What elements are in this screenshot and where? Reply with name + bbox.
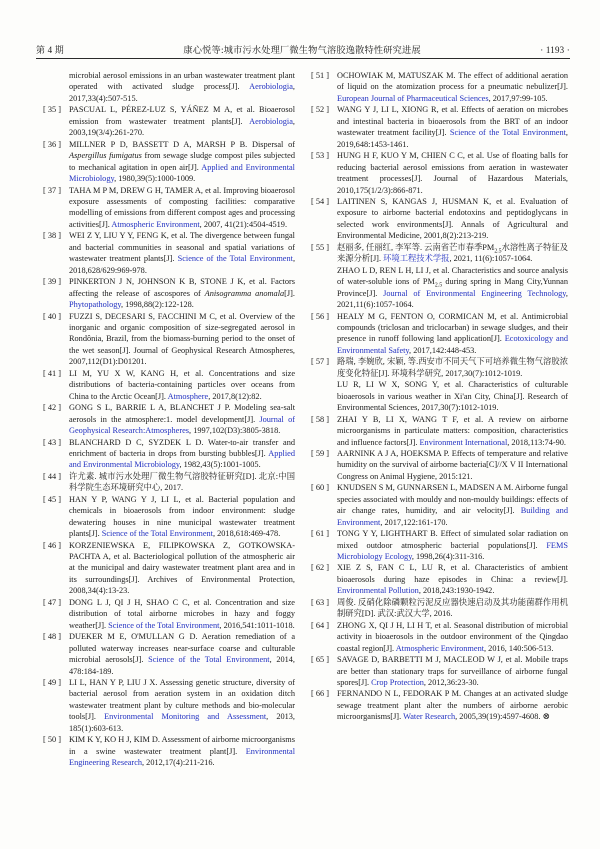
- reference-text: PINKERTON J N, JOHNSON K B, STONE J K, et al. Factors affecting the release of ascospores of: [69, 277, 295, 298]
- reference-paragraph: [69, 185, 295, 231]
- reference-number: [ 55 ]: [311, 242, 329, 252]
- header-rule: [36, 58, 570, 59]
- reference-text: , 2017,122:161-170.: [380, 517, 448, 527]
- reference-paragraph: [337, 528, 568, 562]
- reference-number: [ 51 ]: [311, 71, 329, 80]
- reference-text: , 2018,113:74-90.: [507, 437, 566, 447]
- reference-item: [311, 654, 568, 688]
- reference-paragraph: [69, 70, 295, 104]
- reference-item: [311, 528, 568, 562]
- reference-text: DONG L J, QI J H, SHAO C C, et al. Concentration and size distribution of total airborne microbes in hazy and foggy weather[J].: [69, 597, 295, 630]
- reference-text: HAN Y P, WANG Y J, LI L, et al. Bacterial population and chemicals in bioaerosols from indoor environment: sludge dewatering houses in nine municipal wastewater treatment plants[J].: [69, 494, 295, 539]
- reference-text: PASCUAL L, PÉREZ-LUZ S, YÁÑEZ M A, et al. Bioaerosol emission from wastewater treatment plants[J].: [69, 105, 295, 126]
- reference-paragraph: [337, 356, 568, 379]
- reference-text: , 2018,243:1930-1942.: [418, 586, 495, 596]
- reference-text: 周俊. 反硝化除磷颗粒污泥反应器快速启动及其功能菌群作用机制研究[D]. 武汉:武汉大学, 2016.: [337, 597, 568, 619]
- journal-link[interactable]: Water Research: [403, 712, 456, 722]
- running-title: 康心悦等:城市污水处理厂微生物气溶胶逸散特性研究进展: [183, 45, 421, 55]
- reference-item: [311, 414, 568, 448]
- reference-text: KORZENIEWSKA E, FILIPKOWSKA Z, GOTKOWSKA-PACHTA A, et al. Bacteriological pollution of the atmospheric air at the municipal and dairy wastewater treatment plant area and in its surroundings[J]. Archives of Environmental Protection, 2008,34(4):13-23.: [69, 540, 295, 596]
- reference-number: [ 43 ]: [43, 437, 61, 447]
- reference-item: [43, 104, 295, 138]
- reference-number: [ 65 ]: [311, 655, 329, 665]
- reference-text: LI L, HAN Y P, LIU J X. Assessing genetic structure, diversity of bacterial aerosol from aeration system in an oxidation ditch wastewater treatment plant by culture methods and bio-molecular tools[J].: [69, 678, 295, 722]
- reference-item: [43, 402, 295, 436]
- reference-text: , 2017,33(4):507-515.: [69, 82, 295, 103]
- reference-text: , 2014, 478:184-189.: [69, 655, 295, 676]
- journal-link[interactable]: Ecotoxicology and Environmental Safety: [337, 334, 568, 355]
- reference-text: ZHAI Y B, LI X, WANG T F, et al. A review on airborne microorganisms in particulate matters: composition, characteristics and influence factors[J].: [337, 414, 568, 447]
- reference-paragraph: [337, 311, 568, 357]
- journal-link[interactable]: Science of the Total Environment: [449, 128, 566, 138]
- reference-item: [43, 276, 295, 310]
- reference-paragraph: [337, 414, 568, 448]
- reference-text: , 2003,19(3/4):261-270.: [69, 116, 295, 138]
- reference-text: TONG Y Y, LIGHTHART B. Effect of simulated solar radiation on mixed outdoor atmospheric bacterial populations[J].: [337, 529, 568, 550]
- reference-text: , 1980,39(5):1000-1009.: [114, 174, 196, 184]
- reference-number: [ 48 ]: [43, 632, 61, 642]
- journal-link[interactable]: Aerobiologia: [249, 82, 293, 92]
- reference-text: ZHONG X, QI J H, LI H T, et al. Seasonal distribution of microbial activity in bioaerosols in the outdoor environment of the Qingdao coastal region[J].: [337, 620, 568, 653]
- journal-link[interactable]: Atmospheric Environment: [395, 643, 485, 653]
- reference-number: [ 63 ]: [311, 597, 329, 607]
- journal-link[interactable]: Applied and Environmental Microbiology: [69, 448, 295, 470]
- reference-text: WEI Z Y, LIU Y Y, FENG K, et al. The divergence between fungal and bacterial communities in seasonal and spatial variations of wastewater treatment plants[J].: [69, 231, 295, 264]
- reference-item: [43, 185, 295, 231]
- reference-number: [ 45 ]: [43, 494, 61, 504]
- species-name: Anisogramma anomala: [204, 288, 285, 298]
- reference-text: HEALY M G, FENTON O, CORMICAN M, et al. Antimicrobial compounds (triclosan and triclocarban) in sewage sludges, and their presence in runoff following land application[J].: [337, 311, 568, 344]
- reference-number: [ 60 ]: [311, 483, 329, 493]
- journal-link[interactable]: Applied and Environmental Microbiology: [69, 162, 295, 184]
- reference-item: [43, 139, 295, 185]
- reference-number: [ 40 ]: [43, 311, 61, 321]
- reference-number: [ 53 ]: [311, 151, 329, 161]
- reference-text: , 2013, 185(1):603-613.: [69, 712, 295, 733]
- reference-text: KIM K Y, KO H J, KIM D. Assessment of airborne microorganisms in a swine wastewater treatment plant[J].: [69, 735, 295, 756]
- reference-number: [ 47 ]: [43, 597, 61, 607]
- reference-paragraph: [337, 654, 568, 688]
- reference-paragraph: [337, 597, 568, 620]
- article-end-icon: ⊗: [542, 711, 551, 722]
- reference-text: 2.5: [494, 248, 502, 255]
- reference-text: LI M, YU X W, KANG H, et al. Concentrations and size distributions of bacteria-containing particles over oceans from China to the Arctic Ocean[J].: [69, 368, 295, 401]
- reference-item: [311, 196, 568, 242]
- reference-text: 路瑞, 李婉欣, 宋颖, 等.西安市不同天气下可培养微生物气溶胶浓度变化特征[J]. 环境科学研究, 2017,30(7):1012-1019.: [337, 357, 568, 378]
- reference-text: , 2012,36:23-30.: [423, 678, 479, 688]
- journal-link[interactable]: Atmosphere: [167, 391, 209, 401]
- reference-text: FUZZI S, DECESARI S, FACCHINI M C, et al. Overview of the inorganic and organic composition of size-segregated aerosol in Rondônia, Brazil, from the biomass-burning period to the onset of the wet season[J]. Journal of Geophysical Research Atmospheres, 2007,112(D1):D01201.: [69, 311, 295, 367]
- reference-number: [ 64 ]: [311, 620, 329, 630]
- reference-paragraph: [69, 631, 295, 677]
- reference-item: [43, 494, 295, 540]
- reference-text: LAITINEN S, KANGAS J, HUSMAN K, et al. Evaluation of exposure to airborne bacterial endotoxins and peptidoglycans in selected work environments[J]. Annals of Agricultural and Environmental Medicine, 2001,8(2):213-219.: [337, 196, 568, 241]
- reference-item: [311, 70, 568, 104]
- reference-item: [43, 734, 295, 768]
- reference-paragraph: [69, 276, 295, 310]
- reference-number: [ 46 ]: [43, 540, 61, 550]
- reference-number: [ 66 ]: [311, 689, 329, 699]
- reference-item: [43, 677, 295, 734]
- journal-link[interactable]: 环境工程技术学报: [383, 254, 450, 264]
- reference-number: [ 49 ]: [43, 678, 61, 688]
- reference-number: [ 41 ]: [43, 368, 61, 378]
- reference-text: microbial aerosol emissions in an urban wastewater treatment plant operated with activated sludge process[J].: [69, 71, 295, 92]
- journal-link[interactable]: Journal of Environmental Engineering Technology: [383, 288, 566, 298]
- reference-item: [311, 688, 568, 722]
- reference-text: , 1998,88(2):122-128.: [121, 300, 194, 310]
- reference-number: [ 59 ]: [311, 448, 329, 458]
- reference-paragraph: [69, 437, 295, 471]
- reference-paragraph: [337, 150, 568, 196]
- reference-text: KNUDSEN S M, GUNNARSEN L, MADSEN A M. Airborne fungal species associated with mouldy and non-mouldy buildings: effects of air change rates, humidity, and air velocity[J].: [337, 483, 568, 516]
- reference-item: [311, 482, 568, 528]
- reference-paragraph: [337, 242, 568, 265]
- reference-text: , 2005,39(19):4597-4608.: [455, 712, 543, 722]
- journal-link[interactable]: FEMS Microbiology Ecology: [337, 540, 568, 562]
- journal-link[interactable]: Science of the Total Environment: [108, 620, 220, 630]
- reference-text: ZHAO L D, REN L H, LI J, et al. Characteristics and source analysis of water-soluble ions of PM: [337, 265, 568, 287]
- journal-link[interactable]: Environmental Pollution: [337, 586, 419, 596]
- reference-item: [311, 562, 568, 596]
- reference-text: 许尤素. 城市污水处理厂微生物气溶胶特征研究[D]. 北京:中国科学院生态环境研究中心, 2017.: [69, 471, 295, 493]
- reference-text: , 2007, 41(21):4504-4519.: [199, 219, 288, 229]
- reference-paragraph: [337, 104, 568, 150]
- references-column-right: [311, 70, 568, 723]
- reference-text: 水溶性离子特征及来源分析[J].: [337, 242, 568, 264]
- reference-text: during spring in Mang City,Yunnan Province[J].: [337, 277, 568, 298]
- references-column-left: [43, 70, 295, 769]
- journal-link[interactable]: Journal of Geophysical Research:Atmospheres: [69, 414, 295, 436]
- reference-text: , 2021,11(6):1057-1064.: [337, 288, 568, 310]
- reference-text: , 2021, 11(6):1057-1064.: [449, 254, 533, 264]
- reference-item: [43, 311, 295, 368]
- reference-text: , 1997,102(D3):3805-3818.: [189, 426, 281, 436]
- reference-text: 赵丽多, 任丽红, 李军等. 云南省芒市春季PM: [337, 242, 495, 252]
- species-name: Aspergillus fumigatus: [69, 151, 142, 161]
- journal-link[interactable]: European Journal of Pharmaceutical Sciences: [337, 93, 489, 103]
- reference-text: HUNG H F, KUO Y M, CHIEN C C, et al. Use of floating balls for reducing bacterial aerosol emissions from aeration in wastewater treatment processes[J]. Journal of Hazardous Materials, 2010,175(1/2/3):866-871.: [337, 151, 568, 195]
- reference-paragraph: [337, 70, 568, 104]
- reference-number: [ 56 ]: [311, 311, 329, 321]
- reference-text: OCHOWIAK M, MATUSZAK M. The effect of additional aeration of liquid on the atomization process for a pneumatic nebulizer[J].: [337, 71, 568, 92]
- reference-paragraph: [69, 104, 295, 138]
- reference-text: , 2019,648:1453-1461.: [337, 128, 568, 149]
- reference-paragraph: [69, 368, 295, 402]
- reference-paragraph: [337, 196, 568, 242]
- reference-number: [ 39 ]: [43, 277, 61, 287]
- reference-text: , 2016, 140:506-513.: [484, 643, 554, 653]
- reference-item: [311, 311, 568, 357]
- reference-number: [ 58 ]: [311, 414, 329, 424]
- reference-text: , 2017,8(12):82.: [208, 391, 262, 401]
- journal-link[interactable]: Aerobiologia: [249, 116, 293, 126]
- reference-number: [ 42 ]: [43, 403, 61, 413]
- reference-item: [311, 242, 568, 311]
- reference-paragraph: [69, 311, 295, 368]
- reference-item: [311, 104, 568, 150]
- reference-text: , 2012,17(4):211-216.: [142, 758, 215, 768]
- reference-item: [43, 368, 295, 402]
- reference-text: LU R, LI W X, SONG Y, et al. Characteristics of culturable bioaerosols in various weather in Xi'an City, China[J]. Research of Environmental Sciences, 2017,30(7):1012-1019.: [337, 380, 568, 413]
- reference-paragraph: [337, 448, 568, 482]
- journal-link[interactable]: Science of the Total Environment: [101, 529, 213, 539]
- reference-text: XIE Z S, FAN C L, LU R, et al. Characteristics of ambient bioaerosols during haze episodes in China: a review[J].: [337, 563, 568, 584]
- reference-text: , 2016,541:1011-1018.: [219, 620, 295, 630]
- reference-paragraph: [69, 494, 295, 540]
- journal-link[interactable]: Crop Protection: [371, 678, 424, 688]
- reference-paragraph: [337, 620, 568, 654]
- reference-text: AARNINK A J A, HOEKSMA P. Effects of temperature and relative humidity on the survival of airborne bacteria[C]//X V II International Congress on Animal Hygiene, 2015:121.: [337, 448, 568, 481]
- reference-item: [43, 230, 295, 276]
- reference-text: from sewage sludge compost piles subjected to mechanical agitation in open air[J].: [69, 151, 295, 172]
- page-number: · 1193 ·: [540, 45, 570, 55]
- reference-paragraph: [69, 597, 295, 631]
- reference-number: [ 50 ]: [43, 735, 61, 745]
- reference-paragraph: [69, 540, 295, 597]
- reference-item: [43, 471, 295, 494]
- reference-item: [311, 597, 568, 620]
- reference-number: [ 54 ]: [311, 196, 329, 206]
- reference-number: [ 62 ]: [311, 563, 329, 573]
- journal-link[interactable]: Phytopathology: [69, 300, 122, 310]
- reference-number: [ 35 ]: [43, 105, 61, 115]
- reference-text: BLANCHARD D C, SYZDEK L D. Water-to-air transfer and enrichment of bacteria in drops from bursting bubbles[J].: [69, 437, 295, 458]
- journal-link[interactable]: Environment International: [419, 437, 508, 447]
- reference-paragraph: [337, 562, 568, 596]
- reference-paragraph: [69, 471, 295, 494]
- reference-item: [43, 597, 295, 631]
- reference-number: [ 37 ]: [43, 185, 61, 195]
- reference-number: [ 36 ]: [43, 139, 61, 149]
- reference-paragraph: [69, 139, 295, 185]
- reference-item: [311, 620, 568, 654]
- page-header: [36, 42, 570, 56]
- reference-text: TAHA M P M, DREW G H, TAMER A, et al. Improving bioaerosol exposure assessments of composting facilities: comparative modelling of emissions from different compost ages and processing activities[J].: [69, 185, 295, 229]
- journal-link[interactable]: Environmental Engineering Research: [69, 746, 295, 768]
- reference-paragraph: [337, 379, 568, 413]
- reference-paragraph: [69, 402, 295, 436]
- journal-link[interactable]: Atmospheric Environment: [111, 219, 200, 229]
- reference-paragraph: [337, 482, 568, 528]
- reference-text: 2.5: [434, 282, 443, 289]
- reference-paragraph: [69, 734, 295, 768]
- reference-text: MILLNER P D, BASSETT D A, MARSH P B. Dispersal of: [69, 139, 295, 149]
- reference-item: [311, 356, 568, 413]
- reference-text: , 2018,618:469-478.: [212, 529, 281, 539]
- journal-link[interactable]: Building and Environment: [337, 506, 568, 527]
- reference-text: DUEKER M E, O'MULLAN G D. Aeration remediation of a polluted waterway increases near-surface coarse and culturable microbial aerosols[J].: [69, 632, 295, 665]
- reference-text: WANG Y J, LI L, XIONG R, et al. Effects of aeration on microbes and intestinal bacteria in bioaerosols from the BRT of an indoor wastewater treatment facility[J].: [337, 105, 568, 138]
- reference-number: [ 44 ]: [43, 471, 61, 481]
- journal-link[interactable]: Science of the Total Environment: [148, 655, 270, 665]
- reference-item: [43, 540, 295, 597]
- journal-link[interactable]: Environmental Monitoring and Assessment: [104, 712, 267, 722]
- reference-text: FERNANDO N L, FEDORAK P M. Changes at an activated sludge sewage treatment plant alter the numbers of airborne aerobic microorganisms[J].: [337, 689, 568, 722]
- reference-text: GONG S L, BARRIE L A, BLANCHET J P. Modeling sea-salt aerosols in the atmosphere:1. model development[J].: [69, 403, 295, 424]
- reference-text: SAVAGE D, BARBETTI M J, MACLEOD W J, et al. Mobile traps are better than stationary traps for surveillance of airborne fungal spores[J].: [337, 655, 568, 688]
- reference-text: , 1982,43(5):1001-1005.: [179, 460, 261, 470]
- reference-item: [43, 437, 295, 471]
- reference-text: , 2018,628/629:969-978.: [69, 254, 296, 275]
- reference-number: [ 38 ]: [43, 231, 61, 241]
- reference-text: , 2017,97:99-105.: [488, 93, 548, 103]
- reference-number: [ 61 ]: [311, 529, 329, 539]
- reference-text: [J].: [284, 288, 295, 298]
- journal-link[interactable]: Science of the Total Environment: [177, 254, 293, 264]
- reference-item: [311, 150, 568, 196]
- reference-text: , 1998,26(4):311-316.: [411, 552, 485, 562]
- reference-text: , 2017,142:448-453.: [409, 345, 477, 355]
- reference-number: [ 57 ]: [311, 357, 329, 367]
- issue-label: 第 4 期: [36, 45, 65, 55]
- reference-paragraph: [69, 230, 295, 276]
- reference-paragraph: [69, 677, 295, 734]
- reference-paragraph: [337, 265, 568, 311]
- reference-item: [43, 70, 295, 104]
- reference-number: [ 52 ]: [311, 105, 329, 115]
- reference-item: [43, 631, 295, 677]
- reference-item: [311, 448, 568, 482]
- reference-paragraph: [337, 688, 568, 722]
